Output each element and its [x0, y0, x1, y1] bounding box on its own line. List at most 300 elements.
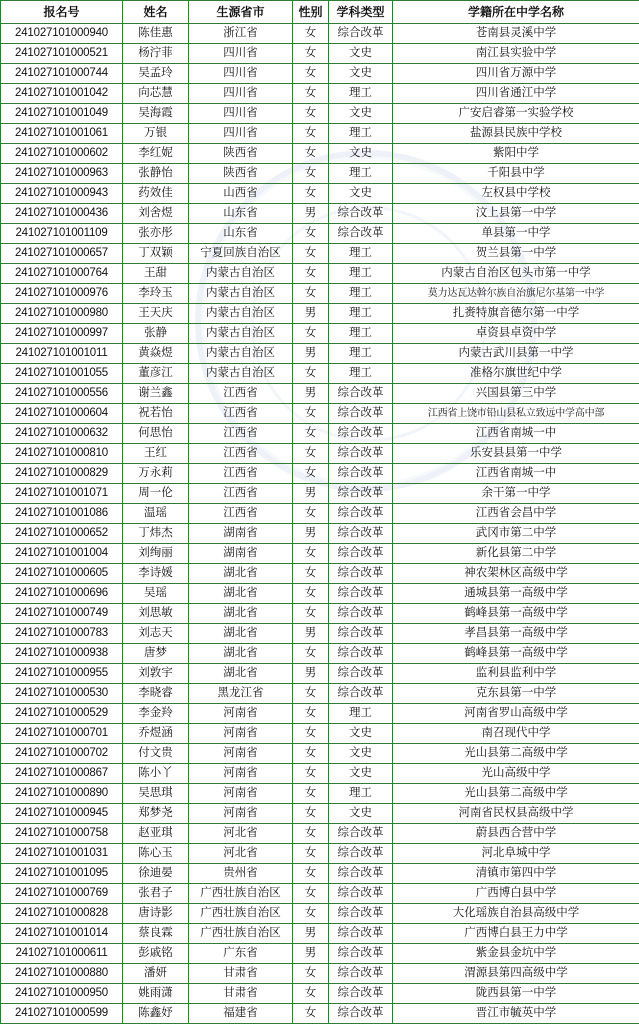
cell-id: 241027101001049	[1, 104, 123, 124]
cell-id: 241027101000611	[1, 944, 123, 964]
cell-id: 241027101000632	[1, 424, 123, 444]
cell-name: 唐梦	[123, 644, 189, 664]
cell-province: 湖北省	[189, 664, 293, 684]
cell-name: 丁双颖	[123, 244, 189, 264]
cell-province: 江西省	[189, 464, 293, 484]
cell-id: 241027101000938	[1, 644, 123, 664]
cell-gender: 女	[293, 564, 329, 584]
cell-name: 刘敦宇	[123, 664, 189, 684]
cell-name: 周一伦	[123, 484, 189, 504]
cell-school: 四川省通江中学	[393, 84, 639, 104]
cell-province: 内蒙古自治区	[189, 304, 293, 324]
cell-gender: 女	[293, 884, 329, 904]
table-row	[1, 1004, 639, 1024]
table-row	[1, 384, 639, 404]
table-header	[1, 1, 639, 24]
cell-province: 江西省	[189, 484, 293, 504]
cell-gender: 男	[293, 384, 329, 404]
cell-id: 241027101001014	[1, 924, 123, 944]
cell-subject-type: 综合改革	[329, 864, 393, 884]
cell-school: 准格尔旗世纪中学	[393, 364, 639, 384]
cell-gender: 女	[293, 904, 329, 924]
cell-gender: 男	[293, 484, 329, 504]
cell-name: 李晓睿	[123, 684, 189, 704]
cell-subject-type: 综合改革	[329, 464, 393, 484]
cell-name: 董彦江	[123, 364, 189, 384]
cell-subject-type: 综合改革	[329, 924, 393, 944]
cell-id: 241027101000943	[1, 184, 123, 204]
cell-gender: 男	[293, 204, 329, 224]
cell-gender: 女	[293, 864, 329, 884]
cell-province: 四川省	[189, 84, 293, 104]
cell-name: 吴瑶	[123, 584, 189, 604]
cell-school: 贺兰县第一中学	[393, 244, 639, 264]
cell-gender: 女	[293, 844, 329, 864]
cell-id: 241027101000940	[1, 24, 123, 44]
cell-gender: 男	[293, 664, 329, 684]
cell-name: 李红妮	[123, 144, 189, 164]
cell-id: 241027101000602	[1, 144, 123, 164]
cell-gender: 女	[293, 324, 329, 344]
cell-gender: 女	[293, 64, 329, 84]
cell-school: 左权县中学校	[393, 184, 639, 204]
cell-id: 241027101000829	[1, 464, 123, 484]
table-row	[1, 604, 639, 624]
cell-gender: 男	[293, 524, 329, 544]
cell-school: 光山县第二高级中学	[393, 744, 639, 764]
cell-school: 江西省会昌中学	[393, 504, 639, 524]
table-row	[1, 904, 639, 924]
table-row	[1, 764, 639, 784]
cell-id: 241027101000976	[1, 284, 123, 304]
cell-id: 241027101000890	[1, 784, 123, 804]
cell-school: 河南省罗山高级中学	[393, 704, 639, 724]
cell-gender: 女	[293, 424, 329, 444]
cell-subject-type: 文史	[329, 744, 393, 764]
cell-name: 吴孟玲	[123, 64, 189, 84]
cell-subject-type: 文史	[329, 184, 393, 204]
cell-gender: 男	[293, 944, 329, 964]
cell-name: 谢兰鑫	[123, 384, 189, 404]
cell-province: 河南省	[189, 784, 293, 804]
cell-id: 241027101001042	[1, 84, 123, 104]
cell-gender: 女	[293, 164, 329, 184]
cell-subject-type: 文史	[329, 804, 393, 824]
table-row	[1, 404, 639, 424]
cell-name: 潘妍	[123, 964, 189, 984]
table-row	[1, 784, 639, 804]
cell-id: 241027101000769	[1, 884, 123, 904]
table-row	[1, 344, 639, 364]
table-row	[1, 744, 639, 764]
table-row	[1, 364, 639, 384]
cell-gender: 女	[293, 104, 329, 124]
cell-province: 四川省	[189, 124, 293, 144]
cell-gender: 女	[293, 24, 329, 44]
cell-name: 陈佳惠	[123, 24, 189, 44]
cell-school: 江西省南城一中	[393, 464, 639, 484]
cell-id: 241027101000436	[1, 204, 123, 224]
cell-school: 河南省民权县高级中学	[393, 804, 639, 824]
cell-gender: 女	[293, 604, 329, 624]
table-row	[1, 24, 639, 44]
cell-subject-type: 综合改革	[329, 624, 393, 644]
cell-name: 姚雨潇	[123, 984, 189, 1004]
cell-school: 神农架林区高级中学	[393, 564, 639, 584]
table-row	[1, 524, 639, 544]
cell-name: 李诗媛	[123, 564, 189, 584]
cell-subject-type: 综合改革	[329, 644, 393, 664]
cell-name: 徐迪晏	[123, 864, 189, 884]
table-row	[1, 964, 639, 984]
cell-gender: 男	[293, 304, 329, 324]
cell-school: 清镇市第四中学	[393, 864, 639, 884]
cell-name: 付文贵	[123, 744, 189, 764]
cell-gender: 女	[293, 44, 329, 64]
cell-gender: 女	[293, 824, 329, 844]
table-row	[1, 84, 639, 104]
cell-id: 241027101000997	[1, 324, 123, 344]
cell-name: 何思怡	[123, 424, 189, 444]
cell-name: 丁炜杰	[123, 524, 189, 544]
table-row	[1, 304, 639, 324]
cell-school: 单县第一中学	[393, 224, 639, 244]
cell-subject-type: 文史	[329, 144, 393, 164]
cell-name: 吴思琪	[123, 784, 189, 804]
cell-school: 江西省南城一中	[393, 424, 639, 444]
table-row	[1, 504, 639, 524]
table-row	[1, 244, 639, 264]
cell-name: 刘思敏	[123, 604, 189, 624]
table-row	[1, 124, 639, 144]
cell-gender: 男	[293, 344, 329, 364]
cell-province: 江西省	[189, 404, 293, 424]
cell-subject-type: 综合改革	[329, 584, 393, 604]
table-row	[1, 544, 639, 564]
cell-province: 内蒙古自治区	[189, 344, 293, 364]
table-row	[1, 584, 639, 604]
cell-school: 莫力达瓦达斡尔族自治旗尼尔基第一中学	[393, 284, 639, 304]
cell-gender: 女	[293, 1004, 329, 1024]
cell-id: 241027101000945	[1, 804, 123, 824]
cell-province: 河南省	[189, 764, 293, 784]
cell-name: 吴海霞	[123, 104, 189, 124]
cell-subject-type: 综合改革	[329, 684, 393, 704]
cell-province: 福建省	[189, 1004, 293, 1024]
cell-name: 杨泞菲	[123, 44, 189, 64]
cell-subject-type: 理工	[329, 784, 393, 804]
table-row	[1, 424, 639, 444]
table-row	[1, 704, 639, 724]
cell-name: 药效佳	[123, 184, 189, 204]
cell-gender: 女	[293, 804, 329, 824]
cell-school: 广西博白县中学	[393, 884, 639, 904]
cell-name: 黄焱煜	[123, 344, 189, 364]
table-row	[1, 44, 639, 64]
cell-province: 四川省	[189, 44, 293, 64]
cell-gender: 女	[293, 284, 329, 304]
cell-province: 湖南省	[189, 544, 293, 564]
cell-subject-type: 综合改革	[329, 1004, 393, 1024]
table-row	[1, 444, 639, 464]
cell-id: 241027101000744	[1, 64, 123, 84]
cell-province: 河北省	[189, 824, 293, 844]
table-row	[1, 844, 639, 864]
column-header-province: 生源省市	[189, 1, 293, 24]
cell-subject-type: 综合改革	[329, 664, 393, 684]
cell-province: 河南省	[189, 804, 293, 824]
cell-subject-type: 综合改革	[329, 204, 393, 224]
cell-subject-type: 文史	[329, 44, 393, 64]
cell-subject-type: 理工	[329, 284, 393, 304]
cell-school: 江西省上饶市铅山县私立致远中学高中部	[393, 404, 639, 424]
cell-name: 王甜	[123, 264, 189, 284]
cell-school: 余干第一中学	[393, 484, 639, 504]
cell-subject-type: 综合改革	[329, 224, 393, 244]
cell-id: 241027101000657	[1, 244, 123, 264]
table-row	[1, 924, 639, 944]
cell-id: 241027101000749	[1, 604, 123, 624]
cell-subject-type: 理工	[329, 324, 393, 344]
cell-subject-type: 理工	[329, 344, 393, 364]
cell-province: 江西省	[189, 504, 293, 524]
cell-province: 黑龙江省	[189, 684, 293, 704]
cell-id: 241027101000696	[1, 584, 123, 604]
cell-school: 孝昌县第一高级中学	[393, 624, 639, 644]
cell-id: 241027101000980	[1, 304, 123, 324]
cell-gender: 女	[293, 724, 329, 744]
cell-school: 鹤峰县第一高级中学	[393, 644, 639, 664]
cell-school: 南江县实验中学	[393, 44, 639, 64]
table-header-row	[1, 1, 639, 24]
cell-school: 武冈市第二中学	[393, 524, 639, 544]
table-row	[1, 224, 639, 244]
cell-province: 河北省	[189, 844, 293, 864]
cell-name: 张静怡	[123, 164, 189, 184]
cell-gender: 女	[293, 264, 329, 284]
cell-gender: 女	[293, 764, 329, 784]
table-row	[1, 164, 639, 184]
cell-subject-type: 综合改革	[329, 904, 393, 924]
cell-subject-type: 综合改革	[329, 504, 393, 524]
cell-gender: 女	[293, 244, 329, 264]
cell-province: 陕西省	[189, 144, 293, 164]
cell-gender: 女	[293, 444, 329, 464]
cell-school: 扎赉特旗音德尔第一中学	[393, 304, 639, 324]
table-row	[1, 884, 639, 904]
table-row	[1, 864, 639, 884]
cell-subject-type: 综合改革	[329, 564, 393, 584]
cell-province: 江西省	[189, 424, 293, 444]
cell-school: 大化瑶族自治县高级中学	[393, 904, 639, 924]
column-header-subject-type: 学科类型	[329, 1, 393, 24]
cell-province: 山西省	[189, 184, 293, 204]
cell-id: 241027101000701	[1, 724, 123, 744]
cell-subject-type: 理工	[329, 244, 393, 264]
cell-province: 河南省	[189, 724, 293, 744]
cell-subject-type: 文史	[329, 64, 393, 84]
cell-id: 241027101001071	[1, 484, 123, 504]
cell-province: 内蒙古自治区	[189, 284, 293, 304]
cell-province: 内蒙古自治区	[189, 264, 293, 284]
table-row	[1, 144, 639, 164]
cell-name: 向芯慧	[123, 84, 189, 104]
cell-gender: 女	[293, 704, 329, 724]
cell-gender: 男	[293, 924, 329, 944]
cell-school: 渭源县第四高级中学	[393, 964, 639, 984]
cell-province: 湖北省	[189, 564, 293, 584]
cell-name: 祝若怡	[123, 404, 189, 424]
cell-subject-type: 综合改革	[329, 404, 393, 424]
cell-subject-type: 综合改革	[329, 964, 393, 984]
cell-gender: 女	[293, 224, 329, 244]
cell-subject-type: 文史	[329, 104, 393, 124]
cell-province: 江西省	[189, 444, 293, 464]
cell-province: 河南省	[189, 704, 293, 724]
cell-name: 唐诗影	[123, 904, 189, 924]
cell-province: 四川省	[189, 104, 293, 124]
cell-gender: 女	[293, 584, 329, 604]
cell-id: 241027101000758	[1, 824, 123, 844]
cell-subject-type: 理工	[329, 124, 393, 144]
column-header-school: 学籍所在中学名称	[393, 1, 639, 24]
table-row	[1, 824, 639, 844]
cell-id: 241027101000521	[1, 44, 123, 64]
cell-subject-type: 文史	[329, 764, 393, 784]
cell-gender: 女	[293, 404, 329, 424]
cell-subject-type: 理工	[329, 704, 393, 724]
cell-province: 广西壮族自治区	[189, 884, 293, 904]
cell-id: 241027101001095	[1, 864, 123, 884]
cell-name: 蔡良霖	[123, 924, 189, 944]
table-row	[1, 804, 639, 824]
cell-name: 李玲玉	[123, 284, 189, 304]
cell-school: 内蒙古自治区包头市第一中学	[393, 264, 639, 284]
cell-province: 甘肃省	[189, 984, 293, 1004]
cell-id: 241027101000880	[1, 964, 123, 984]
cell-school: 新化县第二中学	[393, 544, 639, 564]
cell-id: 241027101000810	[1, 444, 123, 464]
cell-subject-type: 综合改革	[329, 824, 393, 844]
cell-name: 彭戚铭	[123, 944, 189, 964]
cell-id: 241027101000955	[1, 664, 123, 684]
cell-school: 兴国县第三中学	[393, 384, 639, 404]
cell-name: 张静	[123, 324, 189, 344]
cell-province: 内蒙古自治区	[189, 324, 293, 344]
cell-name: 刘志天	[123, 624, 189, 644]
table-row	[1, 64, 639, 84]
cell-gender: 女	[293, 144, 329, 164]
cell-school: 乐安县县第一中学	[393, 444, 639, 464]
table-row	[1, 564, 639, 584]
table-body	[1, 24, 639, 1024]
cell-province: 湖南省	[189, 524, 293, 544]
table-row	[1, 984, 639, 1004]
cell-province: 广东省	[189, 944, 293, 964]
cell-name: 陈鑫妤	[123, 1004, 189, 1024]
table-row	[1, 104, 639, 124]
cell-id: 241027101001086	[1, 504, 123, 524]
cell-province: 湖北省	[189, 644, 293, 664]
cell-school: 南召现代中学	[393, 724, 639, 744]
cell-name: 郑梦尧	[123, 804, 189, 824]
cell-id: 241027101001011	[1, 344, 123, 364]
cell-name: 乔煜涵	[123, 724, 189, 744]
cell-name: 万银	[123, 124, 189, 144]
cell-name: 万永莉	[123, 464, 189, 484]
cell-id: 241027101001004	[1, 544, 123, 564]
cell-gender: 女	[293, 984, 329, 1004]
cell-name: 王红	[123, 444, 189, 464]
cell-id: 241027101000530	[1, 684, 123, 704]
cell-school: 卓资县卓资中学	[393, 324, 639, 344]
table-row	[1, 464, 639, 484]
cell-subject-type: 综合改革	[329, 544, 393, 564]
table-row	[1, 204, 639, 224]
cell-school: 河北阜城中学	[393, 844, 639, 864]
cell-province: 山东省	[189, 224, 293, 244]
cell-province: 宁夏回族自治区	[189, 244, 293, 264]
cell-name: 陈心玉	[123, 844, 189, 864]
cell-school: 通城县第一高级中学	[393, 584, 639, 604]
cell-name: 陈小丫	[123, 764, 189, 784]
cell-name: 刘舍煜	[123, 204, 189, 224]
cell-gender: 女	[293, 684, 329, 704]
cell-id: 241027101001109	[1, 224, 123, 244]
column-header-gender: 性别	[293, 1, 329, 24]
cell-name: 张君子	[123, 884, 189, 904]
cell-school: 广西博白县王力中学	[393, 924, 639, 944]
cell-province: 湖北省	[189, 604, 293, 624]
table-row	[1, 624, 639, 644]
table-row	[1, 184, 639, 204]
cell-subject-type: 综合改革	[329, 604, 393, 624]
cell-subject-type: 综合改革	[329, 444, 393, 464]
cell-province: 湖北省	[189, 584, 293, 604]
cell-gender: 女	[293, 364, 329, 384]
column-header-id: 报名号	[1, 1, 123, 24]
cell-province: 广西壮族自治区	[189, 924, 293, 944]
cell-gender: 女	[293, 784, 329, 804]
cell-school: 汶上县第一中学	[393, 204, 639, 224]
cell-school: 监利县监利中学	[393, 664, 639, 684]
cell-name: 刘绚丽	[123, 544, 189, 564]
cell-province: 四川省	[189, 64, 293, 84]
cell-id: 241027101000950	[1, 984, 123, 1004]
cell-id: 241027101001061	[1, 124, 123, 144]
cell-province: 内蒙古自治区	[189, 364, 293, 384]
cell-province: 湖北省	[189, 624, 293, 644]
cell-gender: 女	[293, 464, 329, 484]
cell-gender: 女	[293, 84, 329, 104]
cell-gender: 女	[293, 744, 329, 764]
cell-school: 鹤峰县第一高级中学	[393, 604, 639, 624]
cell-id: 241027101000556	[1, 384, 123, 404]
cell-gender: 女	[293, 544, 329, 564]
cell-province: 河南省	[189, 744, 293, 764]
cell-subject-type: 综合改革	[329, 984, 393, 1004]
table-row	[1, 284, 639, 304]
cell-province: 陕西省	[189, 164, 293, 184]
cell-subject-type: 理工	[329, 364, 393, 384]
cell-school: 晋江市毓英中学	[393, 1004, 639, 1024]
cell-subject-type: 综合改革	[329, 524, 393, 544]
table-row	[1, 264, 639, 284]
table-row	[1, 684, 639, 704]
table-row	[1, 644, 639, 664]
cell-id: 241027101000702	[1, 744, 123, 764]
cell-school: 克东县第一中学	[393, 684, 639, 704]
